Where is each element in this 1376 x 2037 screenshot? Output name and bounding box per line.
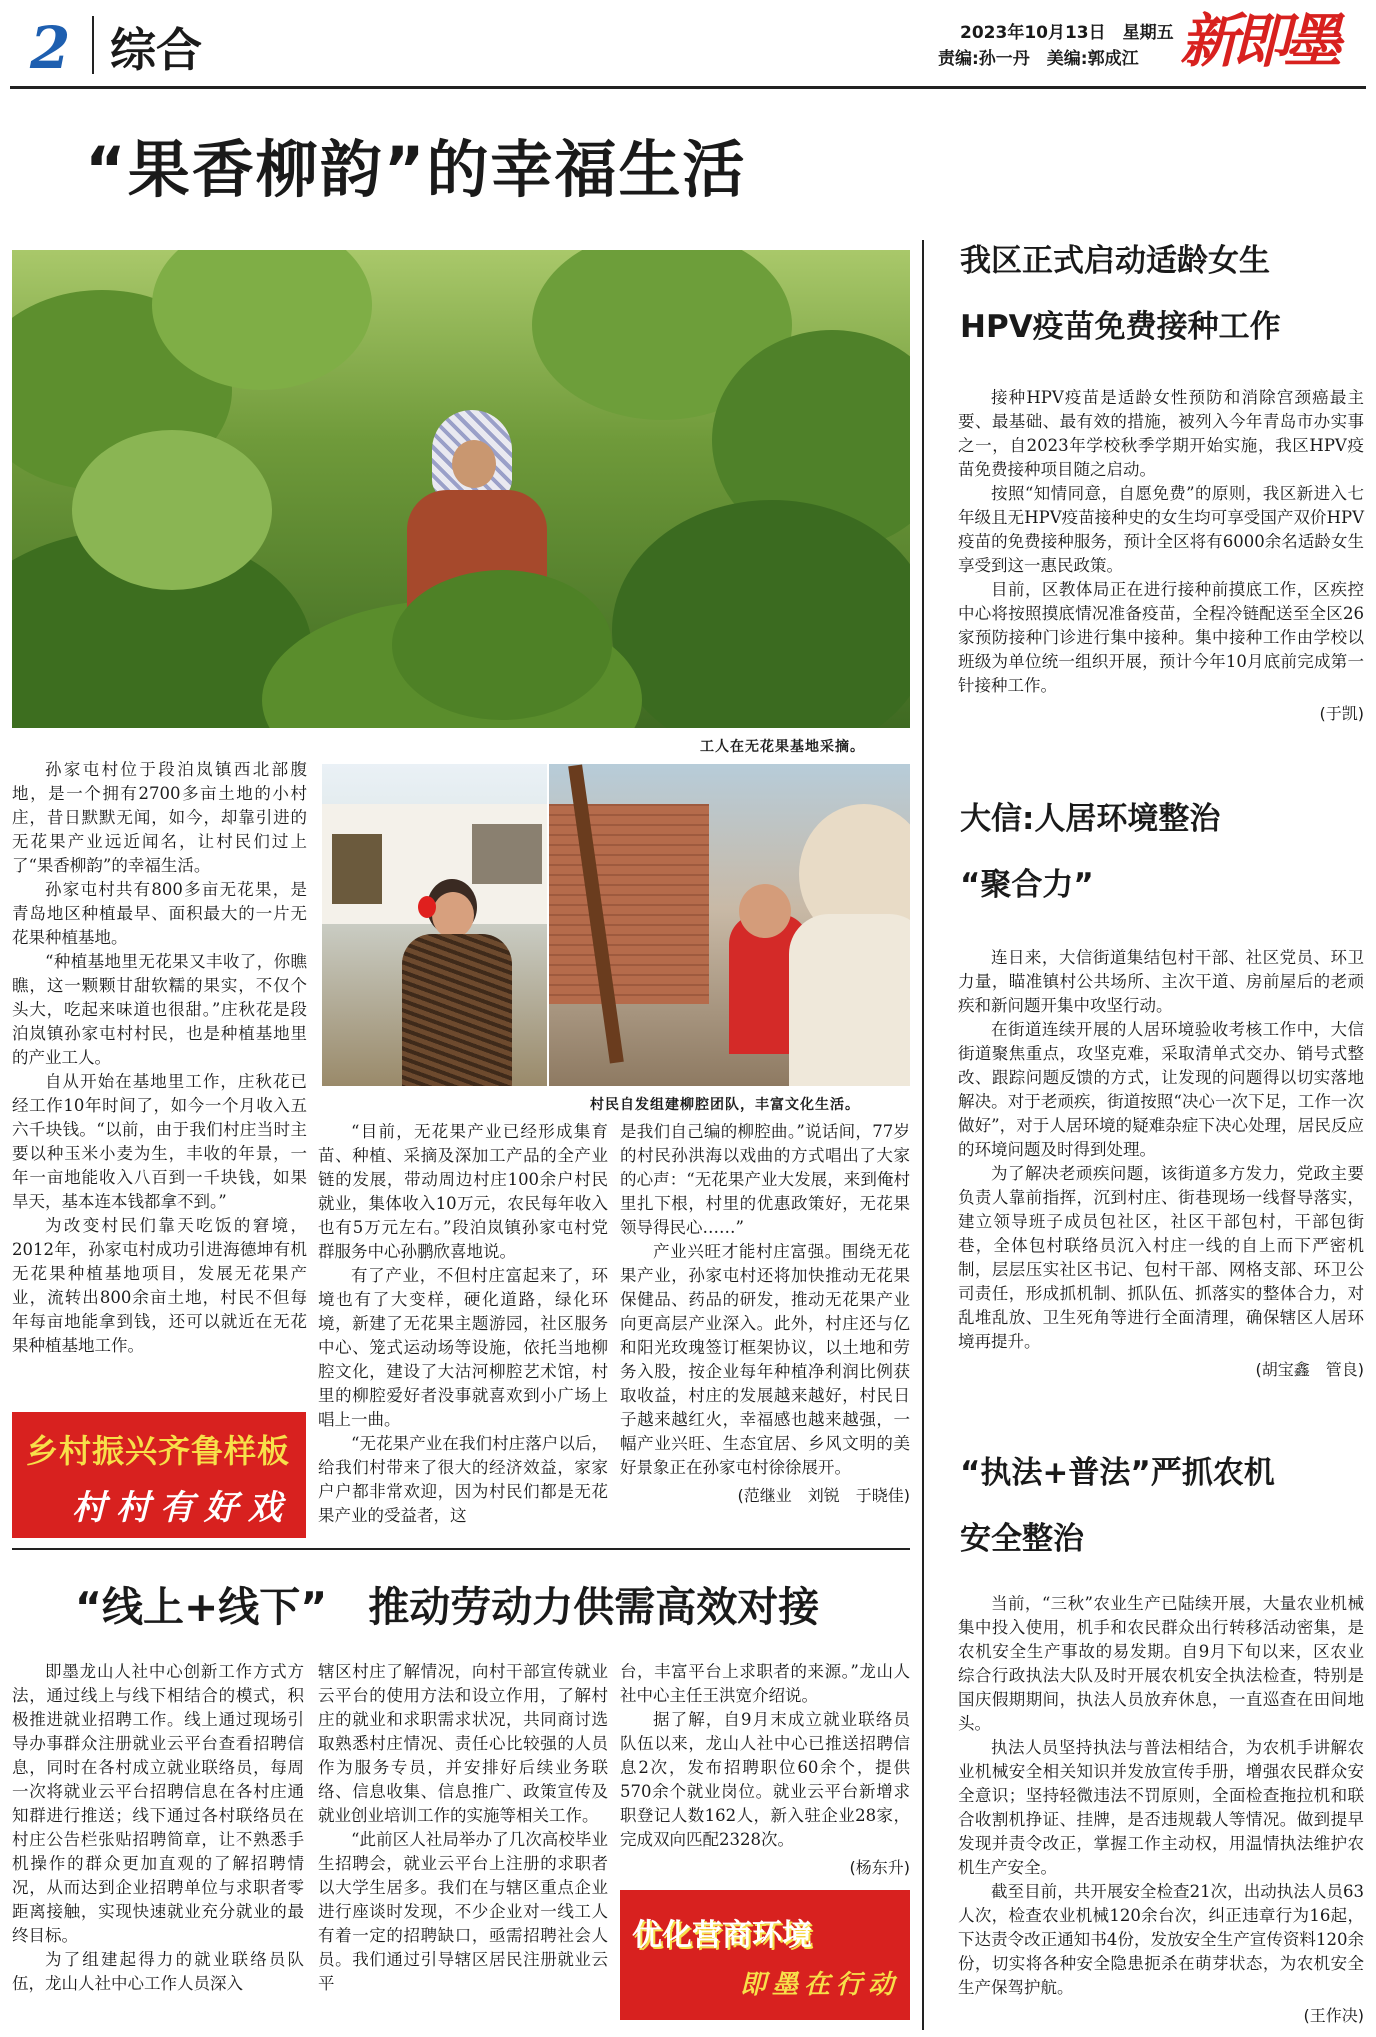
banner-line1: 优化营商环境 — [632, 1918, 812, 1953]
business-environment-banner — [620, 1890, 910, 2020]
main-headline: “果香柳韵”的幸福生活 — [85, 133, 747, 206]
paragraph: 有了产业，不但村庄富起来了，环境也有了大变样，硬化道路，绿化环境，新建了无花果主题游园，社区服务中心、笼式运动场等设施，依托当地柳腔文化，建设了大沽河柳腔艺术馆，村里的柳腔爱好者没事就喜欢到小广场上唱上一曲。 — [318, 1266, 608, 1429]
paragraph: 自从开始在基地里工作，庄秋花已经工作10年时间了，如今一个月收入五六千块钱。“以前，由于我们村庄当时主要以种玉米小麦为生，丰收的年景，一年一亩地能收入八百到一千块钱，如果旱天，基本连本钱都拿不到。” — [12, 1072, 307, 1211]
paragraph: 在街道连续开展的人居环境验收考核工作中，大信街道聚焦重点，攻坚克难，采取清单式交办、销号式整改、跟踪问题反馈的方式，让发现的问题得以切实落地解决。对于老顽疾，街道按照“决心一次下足，工作一次做好”，对于人居环境的疑难杂症下决心处理，居民反应的环境问题及时得到处理。 — [958, 1020, 1364, 1159]
paragraph: 孙家屯村共有800多亩无花果，是青岛地区种植最早、面积最大的一片无花果种植基地。 — [12, 880, 307, 947]
paragraph: 为改变村民们靠天吃饭的窘境，2012年，孙家屯村成功引进海德坤有机无花果种植基地项目，发展无花果产业，流转出800余亩土地，村民不但每年每亩地能拿到钱，还可以就近在无花果种植基地工作。 — [12, 1216, 307, 1355]
farm-machinery-story — [958, 1592, 1364, 2028]
banner-line2: 即墨在行动 — [740, 1970, 901, 2000]
story2-col3 — [620, 1660, 910, 1880]
paragraph: 按照“知情同意，自愿免费”的原则，我区新进入七年级且无HPV疫苗接种史的女生均可享受国产双价HPV疫苗的免费接种服务，预计全区将有6000余名适龄女生享受到这一惠民政策。 — [958, 484, 1364, 575]
story2-col1 — [12, 1660, 304, 1996]
hpv-credit: (于凯) — [1319, 704, 1364, 723]
header-rule — [10, 86, 1366, 89]
paragraph: 台，丰富平台上求职者的来源。”龙山人社中心主任王洪宽介绍说。 — [620, 1662, 910, 1705]
paragraph: 当前，“三秋”农业生产已陆续开展，大量农业机械集中投入使用，机手和农民群众出行转移活动密集，是农机安全生产事故的易发期。自9月下旬以来，区农业综合行政执法大队及时开展农机安全执法检查，特别是国庆假期期间，执法人员放弃休息，一直巡查在田间地头。 — [958, 1594, 1364, 1733]
story2-col2 — [318, 1660, 608, 1996]
paragraph: 产业兴旺才能村庄富强。围绕无花果产业，孙家屯村还将加快推动无花果保健品、药品的研发，推动无花果产业向更高层产业深入。此外，村庄还与亿和阳光玫瑰签订框架协议，以土地和劳务入股，按企业每年种植净利润比例获取收益，村庄的发展越来越好，村民日子越来越红火，幸福感也越来越强，一幅产业兴旺、生态宜居、乡风文明的美好景象正在孙家屯村徐徐展开。 — [620, 1242, 910, 1477]
musician-photo — [549, 764, 910, 1086]
paragraph: 据了解，自9月末成立就业联络员队伍以来，龙山人社中心已推送招聘信息2次，发布招聘职位60余个，提供570余个就业岗位。就业云平台新增求职登记人数162人，新入驻企业28家，完成双向匹配2328次。 — [620, 1710, 910, 1849]
headline-line: HPV疫苗免费接种工作 — [960, 309, 1281, 345]
paragraph: 辖区村庄了解情况，向村干部宣传就业云平台的使用方法和设立作用，了解村庄的就业和求职需求状况，共同商讨选取熟悉村庄情况、责任心比较强的人员作为服务专员，并安排好后续业务联络、信息收集、信息推广、政策宣传及就业创业培训工作的实施等相关工作。 — [318, 1662, 608, 1825]
paragraph: “种植基地里无花果又丰收了，你瞧瞧，这一颗颗甘甜软糯的果实，不仅个头大，吃起来味道也很甜。”庄秋花是段泊岚镇孙家屯村村民，也是种植基地里的产业工人。 — [12, 952, 307, 1067]
paragraph: 连日来，大信街道集结包村干部、社区党员、环卫力量，瞄准镇村公共场所、主次干道、房前屋后的老顽疾和新问题开集中攻坚行动。 — [958, 948, 1364, 1015]
headline-line: “聚合力” — [960, 867, 1094, 903]
farm-machinery-headline — [960, 1440, 1275, 1572]
headline-line: 大信:人居环境整治 — [960, 801, 1221, 837]
paragraph: “此前区人社局举办了几次高校毕业生招聘会，就业云平台上注册的求职者以大学生居多。我们在与辖区重点企业进行座谈时发现，不少企业对一线工人有着一定的招聘缺口，亟需招聘社会人员。我们通过引导辖区居民注册就业云平 — [318, 1830, 608, 1993]
paragraph: 是我们自己编的柳腔曲。”说话间，77岁的村民孙洪海以戏曲的方式唱出了大家的心声：“无花果产业大发展，来到俺村里扎下根，村里的优惠政策好，无花果领导得民心……” — [620, 1122, 910, 1237]
story2-headline: “线上+线下” 推动劳动力供需高效对接 — [75, 1583, 820, 1631]
section-title: 综合 — [110, 23, 202, 77]
farm-machinery-credit: (王作决) — [1303, 2006, 1364, 2025]
orchard-photo-caption: 工人在无花果基地采摘。 — [700, 739, 865, 755]
hpv-headline — [960, 228, 1281, 360]
headline-line: “执法+普法”严抓农机 — [960, 1455, 1275, 1491]
story2-credit: (杨东升) — [849, 1858, 910, 1877]
main-story-col1 — [12, 758, 307, 1358]
section-rule — [12, 1548, 910, 1550]
musician-photo-caption: 村民自发组建柳腔团队，丰富文化生活。 — [590, 1097, 860, 1113]
masthead-logo: 新即墨 — [1180, 7, 1337, 75]
paragraph: 接种HPV疫苗是适龄女性预防和消除宫颈癌最主要、最基础、最有效的措施，被列入今年青岛市办实事之一，自2023年学校秋季学期开始实施，我区HPV疫苗免费接种项目随之启动。 — [958, 388, 1364, 479]
paragraph: 为了组建起得力的就业联络员队伍，龙山人社中心工作人员深入 — [12, 1950, 304, 1993]
banner-line2: 村村有好戏 — [72, 1488, 292, 1528]
rural-revival-banner — [12, 1412, 306, 1538]
paragraph: 即墨龙山人社中心创新工作方式方法，通过线上与线下相结合的模式，积极推进就业招聘工作。线上通过现场引导办事群众注册就业云平台查看招聘信息，同时在各村成立就业联络员，每周一次将就业云平台招聘信息在各村庄通知群进行推送；线下通过各村联络员在村庄公告栏张贴招聘简章，让不熟悉手机操作的群众更加直观的了解招聘情况，从而达到企业招聘单位与求职者零距离接触，实现快速就业充分就业的最终目标。 — [12, 1662, 304, 1945]
hpv-story — [958, 386, 1364, 726]
daxin-story — [958, 946, 1364, 1382]
paragraph: 为了解决老顽疾问题，该街道多方发力，党政主要负责人靠前指挥，沉到村庄、街巷现场一线督导落实，建立领导班子成员包社区，社区干部包村，干部包街巷，全体包村联络员沉入村庄一线的自上而下严密机制，层层压实社区书记、包村干部、网格支部、环卫公司责任，形成抓机制、抓队伍、抓落实的整体合力，对乱堆乱放、卫生死角等进行全面清理，确保辖区人居环境再提升。 — [958, 1164, 1364, 1351]
main-story-col3 — [620, 1120, 910, 1508]
singer-photo — [322, 764, 547, 1086]
headline-line: 安全整治 — [960, 1521, 1084, 1557]
issue-date: 2023年10月13日 星期五 — [960, 23, 1174, 43]
orchard-photo — [12, 250, 910, 728]
paragraph: “无花果产业在我们村庄落户以后，给我们村带来了很大的经济效益，家家户户都非常欢迎，因为村民们都是无花果产业的受益者，这 — [318, 1434, 608, 1525]
paragraph: 孙家屯村位于段泊岚镇西北部腹地，是一个拥有2700多亩土地的小村庄，昔日默默无闻，如今，却靠引进的无花果产业远近闻名，让村民们过上了“果香柳韵”的幸福生活。 — [12, 760, 307, 875]
paragraph: “目前，无花果产业已经形成集育苗、种植、采摘及深加工产品的全产业链的发展，带动周边村庄100余户村民就业，集体收入10万元，农民每年收入也有5万元左右。”段泊岚镇孙家屯村党群服务中心孙鹏欣喜地说。 — [318, 1122, 608, 1261]
daxin-credit: (胡宝鑫 管良) — [1255, 1360, 1364, 1379]
main-story-col2 — [318, 1120, 608, 1528]
paragraph: 目前，区教体局正在进行接种前摸底工作，区疾控中心将按照摸底情况准备疫苗，全程冷链配送至全区26家预防接种门诊进行集中接种。集中接种工作由学校以班级为单位统一组织开展，预计今年10月底前完成第一针接种工作。 — [958, 580, 1364, 695]
column-rule — [922, 240, 924, 2030]
header-divider — [92, 16, 94, 74]
headline-line: 我区正式启动适龄女生 — [960, 243, 1270, 279]
daxin-headline — [960, 786, 1220, 918]
editors-line: 责编:孙一丹 美编:郭成江 — [938, 49, 1139, 69]
page-number: 2 — [30, 14, 71, 82]
paragraph: 截至目前，共开展安全检查21次，出动执法人员63人次，检查农业机械120余台次，纠正违章行为16起，下达责令改正通知书4份，发放安全生产宣传资料120余份，切实将各种安全隐患扼杀在萌芽状态，为农机安全生产保驾护航。 — [958, 1882, 1364, 1997]
banner-line1: 乡村振兴齐鲁样板 — [26, 1432, 291, 1470]
main-story-credit: (范继业 刘锐 于晓佳) — [737, 1486, 910, 1505]
paragraph: 执法人员坚持执法与普法相结合，为农机手讲解农业机械安全相关知识并发放宣传手册，增强农民群众安全意识；坚持轻微违法不罚原则，全面检查拖拉机和联合收割机挣证、挂牌，是否违规载人等情况。做到提早发现并责令改正，掌握工作主动权，用温情执法维护农机生产安全。 — [958, 1738, 1364, 1877]
